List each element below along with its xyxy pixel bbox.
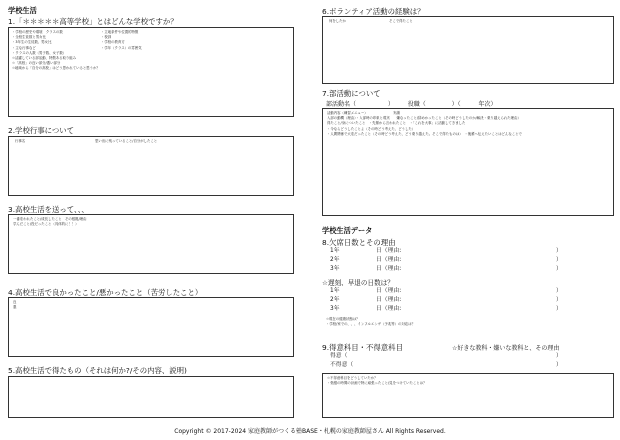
q1-heading: 1.「＊＊＊＊＊高等学校」とはどんな学校ですか？ (8, 17, 178, 26)
absence-row[interactable] (330, 256, 570, 265)
q3-answer-box[interactable] (8, 214, 294, 274)
q1-line: ・主な行事など (12, 45, 36, 50)
bad-subject-label: 不得意（ (330, 362, 354, 369)
q1-line: ・全校生徒数と男女比 (12, 35, 46, 40)
health-note: ☆現在の健康状態は？ (326, 317, 360, 321)
q5-answer-box[interactable] (8, 376, 294, 418)
q9-heading: 9.得意科目・不得意科目 (322, 343, 403, 352)
q7-line: 得たこと/身についたこと ・先輩から言われたこと ・「これを大事」に活動してきました (327, 121, 466, 126)
late-unit: 日（理由: (376, 288, 402, 294)
q3-lines (13, 217, 87, 227)
q1-line: ・立地条件や位置的特徴 (101, 30, 139, 34)
q1-answer-box[interactable] (8, 27, 294, 117)
q2-col-event: 行事名 (15, 139, 26, 143)
health-notes (326, 317, 415, 327)
q7-lines (327, 111, 522, 137)
late-row[interactable] (330, 305, 570, 314)
late-unit: 日（理由: (376, 306, 402, 313)
q2-col-memory: 思い出に残っていること/自分がしたこと (95, 139, 158, 143)
late-row[interactable] (330, 287, 570, 296)
absence-unit: 日（理由: (376, 266, 402, 273)
absence-row[interactable] (330, 247, 570, 256)
school-data-heading: 学校生活データ (322, 226, 373, 235)
q2-heading: 2.学校行事について (8, 126, 75, 135)
late-unit: 日（理由: (376, 297, 402, 304)
q7-fields (326, 99, 496, 108)
q1-line: ・3年生の生徒数、男女比 (12, 40, 52, 45)
absence-grade: 3年 (330, 266, 340, 273)
q1-col1 (12, 30, 100, 72)
q7-line: 入部の動機（理由）・入部時の印象と現実 嫌なったこと/辞めかったこと（その時どうしたのか/解決・乗り越えられた理由） (327, 116, 521, 121)
copyright-footer: Copyright © 2017-2024 家庭教師がつくる塾BASE・札幌の家庭教師屋さん All Rights Reserved. (174, 428, 446, 435)
good-subject-label: 得意（ (330, 353, 348, 359)
q6-col-what: 何をしたか (329, 19, 346, 23)
club-name-label: 部活動名（ (326, 101, 357, 108)
q1-line: ・校訓 (101, 35, 112, 40)
q6-col-gain: そこで得たこと (389, 19, 413, 23)
bad-subject-row[interactable] (330, 361, 570, 370)
late-grade: 3年 (330, 306, 340, 313)
q1-line: ☆「高校」の良い部分/悪い部分 (12, 61, 61, 66)
q6-heading: 6.ボランティア活動の経験は？ (322, 7, 425, 16)
q5-heading: 5.高校生活で得たもの（それは何か?/その内容、説明) (8, 366, 187, 375)
q1-line: ☆地域から「自分の高校」はどう思われていると思うか？ (12, 66, 100, 71)
health-note: ・学校/家での、、、インフルエンザ（予兆等）の対応は？ (326, 322, 416, 327)
q9-line: ・勉強の時間の計画で特に頑張ったこと/見をつけていたことは？ (327, 381, 427, 386)
bad-subject-close: ） (556, 362, 562, 369)
q1-line: ☆活躍している部活動、特徴ある取り組み (12, 56, 77, 61)
q4-answer-box[interactable] (8, 297, 294, 357)
absence-grade: 2年 (330, 257, 340, 264)
q4-bad-label: 悪 (13, 305, 17, 310)
club-role-label: 役職（ (407, 101, 426, 108)
absence-unit: 日（理由: (376, 248, 402, 254)
q1-line: ・学校の教育方 (101, 40, 125, 45)
q9-line: ☆不得意科目をどうしていたか？ (327, 376, 378, 380)
late-rows (330, 287, 570, 315)
absence-close: ） (556, 248, 562, 254)
late-grade: 1年 (330, 288, 340, 294)
q3-heading: 3.高校生活を送って、、、 (8, 205, 89, 214)
absence-row[interactable] (330, 265, 570, 274)
absence-close: ） (556, 257, 562, 264)
q3-line: 一番変われたこと/成長したこと その根拠/理由 (13, 217, 87, 221)
good-subject-row[interactable] (330, 352, 570, 361)
club-year-label: 年次） (478, 101, 497, 108)
q9-subheading: ☆好きな教科・嫌いな教科と、その理由 (452, 345, 560, 352)
q8-heading: 8.欠席日数とその理由 (322, 238, 396, 247)
q9-lines (327, 376, 426, 386)
late-heading: ☆遅刻、早退の日数は？ (322, 279, 394, 287)
late-close: ） (556, 288, 562, 294)
q2-answer-box[interactable] (8, 136, 294, 196)
q7-heading: 7.部活動について (322, 89, 381, 98)
club-name-close: ） (387, 101, 394, 108)
absence-grade: 1年 (330, 248, 340, 254)
late-close: ） (556, 306, 562, 313)
q7-line: ・人間関係で大変だったこと（その時どう考えた、どう乗り越えた。そこで得たものは） ・後輩へ伝えたいことはどんなことで (327, 131, 522, 136)
late-row[interactable] (330, 296, 570, 305)
q7-line: ・今ならどうしたことよ（その時どう考えた、どうした） (327, 126, 416, 131)
absence-rows (330, 247, 570, 275)
good-subject-close: ） (556, 353, 562, 359)
q9-answer-box[interactable] (322, 373, 614, 418)
late-close: ） (556, 297, 562, 304)
subject-rows (330, 352, 570, 370)
absence-unit: 日（理由: (376, 257, 402, 264)
q4-lines (13, 300, 16, 310)
absence-close: ） (556, 266, 562, 273)
q6-answer-box[interactable] (322, 16, 614, 84)
q7-answer-box[interactable] (322, 108, 614, 216)
q7-line: 活動内容（練習メニュー） 実績 (327, 111, 400, 115)
q3-line: 学んだこと/役だったこと（具体的に！！） (13, 222, 79, 227)
q1-line: ・学校の歴史や環境 クラスの数 (12, 30, 63, 34)
q4-good-label: 良 (13, 300, 17, 304)
q1-line: ・学年（クラス）の雰囲気 (101, 45, 142, 50)
q4-heading: 4.高校生活で良かったこと/悪かったこと（苦労したこと） (8, 288, 203, 297)
late-grade: 2年 (330, 297, 340, 304)
q1-line: ・クラスの人数（男子数、女子数） (12, 50, 67, 55)
club-role-close: ）（ (451, 101, 461, 108)
q1-col2 (101, 30, 142, 51)
school-life-heading: 学校生活 (8, 6, 37, 15)
